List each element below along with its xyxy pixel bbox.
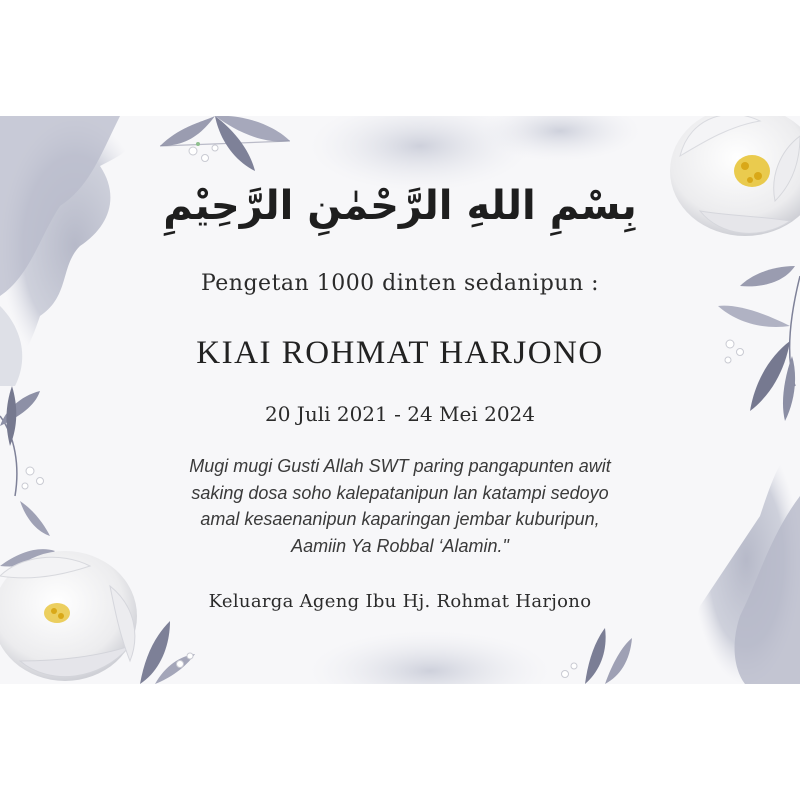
prayer-line: saking dosa soho kalepatanipun lan katampi sedoyo	[191, 482, 609, 503]
prayer-line: Aamiin Ya Robbal ‘Alamin."	[291, 535, 509, 556]
deceased-name: KIAI ROHMAT HARJONO	[196, 335, 604, 371]
prayer-line: Mugi mugi Gusti Allah SWT paring pangapunten awit	[189, 456, 611, 476]
grey-leaf-branch-top-left	[160, 116, 290, 171]
date-range: 20 Juli 2021 - 24 Mei 2024	[265, 402, 535, 426]
grey-leaf-branch-bottom-left	[140, 621, 195, 684]
intro-text: Pengetan 1000 dinten sedanipun :	[200, 271, 600, 296]
prayer-line: amal kesaenanipun kaparingan jembar kuburipun,	[200, 509, 600, 529]
basmala-calligraphy: بِسْمِ اللهِ الرَّحْمٰنِ الرَّحِيْمِ	[163, 183, 637, 229]
prayer-text	[0, 453, 800, 559]
grey-leaf-branch-bottom-right	[562, 628, 633, 684]
family-signature: Keluarga Ageng Ibu Hj. Rohmat Harjono	[208, 591, 592, 612]
memorial-card	[0, 116, 800, 684]
watercolor-splash-bottom-center	[310, 631, 550, 684]
white-peony-flower-bottom-left	[0, 551, 137, 681]
